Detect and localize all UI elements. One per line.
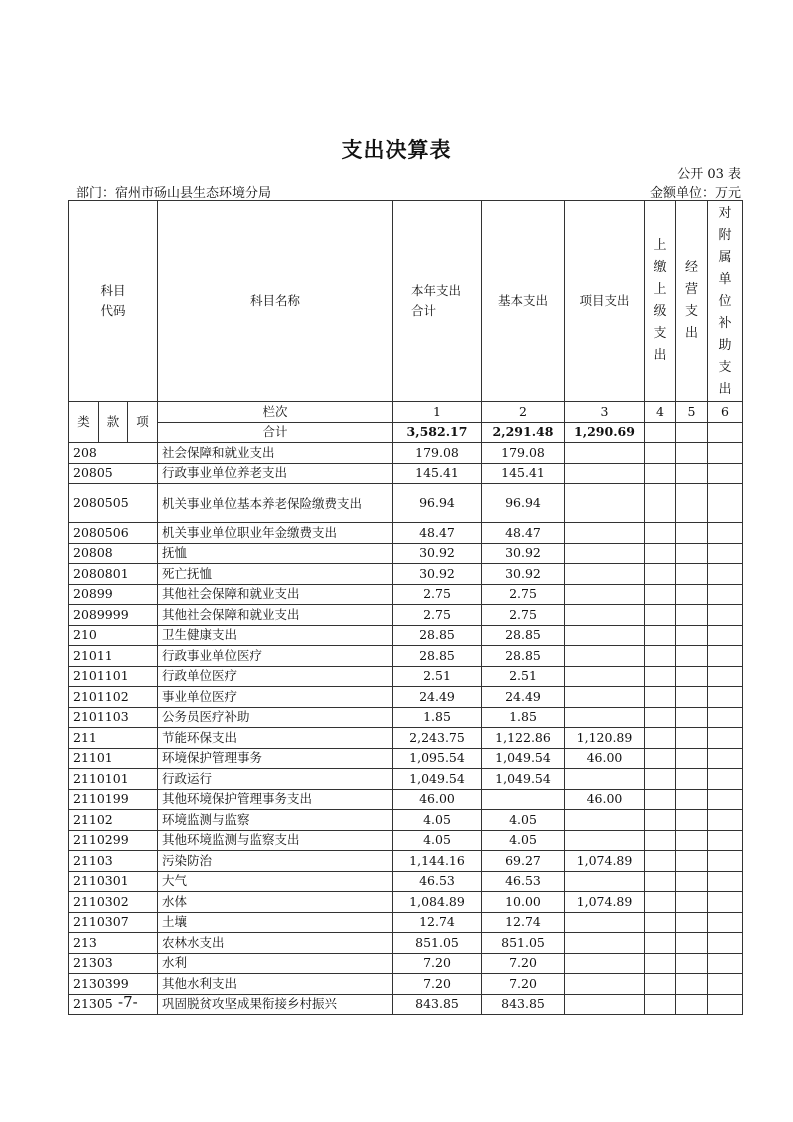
table-row	[69, 625, 743, 646]
row-code: 2130399	[69, 974, 158, 995]
row-name: 其他环境监测与监察支出	[158, 830, 393, 851]
row-total: 1,049.54	[393, 769, 482, 790]
row-operating	[676, 892, 708, 913]
column-index-row	[69, 402, 743, 423]
row-basic: 1,122.86	[482, 728, 565, 749]
row-project	[565, 994, 645, 1015]
row-project	[565, 646, 645, 667]
col-index-6: 6	[708, 402, 743, 423]
table-row	[69, 974, 743, 995]
row-basic: 69.27	[482, 851, 565, 872]
row-total: 2.51	[393, 666, 482, 687]
row-project	[565, 810, 645, 831]
row-name: 抚恤	[158, 543, 393, 564]
row-project	[565, 707, 645, 728]
row-code: 20808	[69, 543, 158, 564]
row-name: 节能环保支出	[158, 728, 393, 749]
page-number: -7-	[118, 993, 138, 1011]
row-code: 21305	[69, 994, 158, 1015]
row-total: 12.74	[393, 912, 482, 933]
col-index-1: 1	[393, 402, 482, 423]
row-upper	[645, 484, 676, 523]
row-total: 179.08	[393, 443, 482, 464]
row-code: 2101102	[69, 687, 158, 708]
row-basic: 24.49	[482, 687, 565, 708]
row-project	[565, 564, 645, 585]
row-upper	[645, 974, 676, 995]
row-upper	[645, 584, 676, 605]
row-code: 2110302	[69, 892, 158, 913]
row-upper	[645, 605, 676, 626]
row-name: 水利	[158, 953, 393, 974]
row-project	[565, 443, 645, 464]
row-basic: 48.47	[482, 523, 565, 544]
row-subsidy	[708, 933, 743, 954]
row-total: 1,144.16	[393, 851, 482, 872]
row-subsidy	[708, 543, 743, 564]
row-total: 46.53	[393, 871, 482, 892]
row-project	[565, 666, 645, 687]
header-code-label: 科目代码	[100, 283, 126, 318]
row-total: 851.05	[393, 933, 482, 954]
col-index-3: 3	[565, 402, 645, 423]
row-code: 2110307	[69, 912, 158, 933]
row-upper	[645, 543, 676, 564]
row-subsidy	[708, 953, 743, 974]
form-number: 公开 03 表	[677, 167, 741, 182]
row-project	[565, 625, 645, 646]
row-upper	[645, 625, 676, 646]
row-total: 28.85	[393, 625, 482, 646]
row-basic: 2.75	[482, 605, 565, 626]
row-operating	[676, 974, 708, 995]
table-header-row	[69, 201, 743, 402]
table-row	[69, 605, 743, 626]
row-subsidy	[708, 666, 743, 687]
row-basic: 7.20	[482, 953, 565, 974]
row-operating	[676, 933, 708, 954]
row-total: 24.49	[393, 687, 482, 708]
row-code: 21101	[69, 748, 158, 769]
row-operating	[676, 605, 708, 626]
row-total: 145.41	[393, 463, 482, 484]
total-label: 合计	[158, 422, 393, 443]
row-project	[565, 830, 645, 851]
row-subsidy	[708, 892, 743, 913]
row-basic: 851.05	[482, 933, 565, 954]
row-project	[565, 543, 645, 564]
row-name: 死亡抚恤	[158, 564, 393, 585]
table-row	[69, 892, 743, 913]
row-code: 21011	[69, 646, 158, 667]
table-row	[69, 543, 743, 564]
row-operating	[676, 728, 708, 749]
row-total: 46.00	[393, 789, 482, 810]
amount-unit-label: 金额单位：万元	[649, 186, 741, 201]
row-upper	[645, 892, 676, 913]
row-operating	[676, 443, 708, 464]
row-project: 1,074.89	[565, 851, 645, 872]
table-row	[69, 463, 743, 484]
row-upper	[645, 994, 676, 1015]
row-basic: 7.20	[482, 974, 565, 995]
row-basic: 4.05	[482, 810, 565, 831]
row-project	[565, 933, 645, 954]
row-basic: 28.85	[482, 646, 565, 667]
row-code: 2080505	[69, 484, 158, 523]
row-operating	[676, 687, 708, 708]
row-code: 21103	[69, 851, 158, 872]
row-code: 211	[69, 728, 158, 749]
table-row	[69, 871, 743, 892]
table-row	[69, 933, 743, 954]
row-project	[565, 871, 645, 892]
row-total: 2,243.75	[393, 728, 482, 749]
row-name: 其他社会保障和就业支出	[158, 605, 393, 626]
table-row	[69, 564, 743, 585]
row-total: 1,084.89	[393, 892, 482, 913]
row-name: 其他环境保护管理事务支出	[158, 789, 393, 810]
row-subsidy	[708, 463, 743, 484]
row-name: 卫生健康支出	[158, 625, 393, 646]
row-name: 大气	[158, 871, 393, 892]
row-code: 2110299	[69, 830, 158, 851]
header-xiang: 项	[128, 402, 158, 443]
row-code: 2101101	[69, 666, 158, 687]
row-name: 农林水支出	[158, 933, 393, 954]
row-operating	[676, 523, 708, 544]
row-subsidy	[708, 728, 743, 749]
row-upper	[645, 523, 676, 544]
row-total: 28.85	[393, 646, 482, 667]
row-basic: 1,049.54	[482, 748, 565, 769]
row-total: 4.05	[393, 810, 482, 831]
row-subsidy	[708, 707, 743, 728]
col-index-4: 4	[645, 402, 676, 423]
row-name: 行政运行	[158, 769, 393, 790]
row-name: 巩固脱贫攻坚成果衔接乡村振兴	[158, 994, 393, 1015]
row-code: 2101103	[69, 707, 158, 728]
row-name: 机关事业单位职业年金缴费支出	[158, 523, 393, 544]
row-operating	[676, 543, 708, 564]
header-basic: 基本支出	[482, 201, 565, 402]
row-subsidy	[708, 605, 743, 626]
row-subsidy	[708, 810, 743, 831]
table-row	[69, 728, 743, 749]
total-project: 1,290.69	[565, 422, 645, 443]
row-upper	[645, 707, 676, 728]
row-upper	[645, 443, 676, 464]
row-project	[565, 974, 645, 995]
row-upper	[645, 871, 676, 892]
row-operating	[676, 830, 708, 851]
row-total: 7.20	[393, 953, 482, 974]
table-row	[69, 769, 743, 790]
total-basic: 2,291.48	[482, 422, 565, 443]
row-code: 208	[69, 443, 158, 464]
row-project: 1,120.89	[565, 728, 645, 749]
header-upper-label: 上缴上级支出	[653, 238, 667, 363]
table-row	[69, 851, 743, 872]
header-total-label: 本年支出合计	[411, 283, 462, 318]
row-upper	[645, 728, 676, 749]
row-basic: 28.85	[482, 625, 565, 646]
table-row	[69, 666, 743, 687]
table-row	[69, 687, 743, 708]
row-basic: 1.85	[482, 707, 565, 728]
row-basic: 145.41	[482, 463, 565, 484]
row-project	[565, 523, 645, 544]
header-code	[69, 201, 158, 402]
row-name: 环境监测与监察	[158, 810, 393, 831]
row-subsidy	[708, 523, 743, 544]
row-name: 机关事业单位基本养老保险缴费支出	[158, 484, 393, 523]
row-code: 2080801	[69, 564, 158, 585]
row-operating	[676, 851, 708, 872]
row-upper	[645, 564, 676, 585]
row-code: 21303	[69, 953, 158, 974]
header-upper	[645, 201, 676, 402]
row-basic: 10.00	[482, 892, 565, 913]
row-name: 公务员医疗补助	[158, 707, 393, 728]
row-operating	[676, 871, 708, 892]
row-name: 其他水利支出	[158, 974, 393, 995]
row-total: 2.75	[393, 584, 482, 605]
row-operating	[676, 953, 708, 974]
col-index-5: 5	[676, 402, 708, 423]
row-upper	[645, 687, 676, 708]
row-upper	[645, 830, 676, 851]
row-code: 21102	[69, 810, 158, 831]
table-row	[69, 912, 743, 933]
table-row	[69, 584, 743, 605]
row-project	[565, 912, 645, 933]
row-code: 210	[69, 625, 158, 646]
table-row	[69, 994, 743, 1015]
row-upper	[645, 789, 676, 810]
row-code: 2089999	[69, 605, 158, 626]
expenditure-table	[68, 200, 743, 1015]
row-code: 20899	[69, 584, 158, 605]
row-basic: 843.85	[482, 994, 565, 1015]
row-upper	[645, 748, 676, 769]
row-project	[565, 584, 645, 605]
row-project: 46.00	[565, 748, 645, 769]
total-operating	[676, 422, 708, 443]
row-total: 7.20	[393, 974, 482, 995]
header-name: 科目名称	[158, 201, 393, 402]
row-subsidy	[708, 974, 743, 995]
row-subsidy	[708, 912, 743, 933]
row-code: 2110101	[69, 769, 158, 790]
table-row	[69, 523, 743, 544]
row-upper	[645, 953, 676, 974]
row-subsidy	[708, 769, 743, 790]
row-operating	[676, 666, 708, 687]
header-operating	[676, 201, 708, 402]
header-lei: 类	[69, 402, 99, 443]
row-upper	[645, 933, 676, 954]
row-total: 843.85	[393, 994, 482, 1015]
row-total: 48.47	[393, 523, 482, 544]
row-project: 46.00	[565, 789, 645, 810]
row-code: 2110199	[69, 789, 158, 810]
row-subsidy	[708, 748, 743, 769]
row-code: 213	[69, 933, 158, 954]
row-operating	[676, 994, 708, 1015]
row-basic: 12.74	[482, 912, 565, 933]
header-total	[393, 201, 482, 402]
table-row	[69, 810, 743, 831]
row-operating	[676, 625, 708, 646]
row-upper	[645, 769, 676, 790]
row-code: 2110301	[69, 871, 158, 892]
row-name: 水体	[158, 892, 393, 913]
department-label: 部门：宿州市砀山县生态环境分局	[76, 186, 272, 201]
row-name: 行政单位医疗	[158, 666, 393, 687]
row-operating	[676, 646, 708, 667]
row-name: 事业单位医疗	[158, 687, 393, 708]
row-project	[565, 953, 645, 974]
row-subsidy	[708, 851, 743, 872]
page-title: 支出决算表	[341, 138, 452, 162]
table-row	[69, 789, 743, 810]
row-basic: 179.08	[482, 443, 565, 464]
row-total: 30.92	[393, 564, 482, 585]
row-basic: 4.05	[482, 830, 565, 851]
row-name: 社会保障和就业支出	[158, 443, 393, 464]
row-operating	[676, 789, 708, 810]
row-basic: 2.75	[482, 584, 565, 605]
row-operating	[676, 584, 708, 605]
row-basic: 96.94	[482, 484, 565, 523]
table-row	[69, 830, 743, 851]
row-total: 1,095.54	[393, 748, 482, 769]
row-subsidy	[708, 584, 743, 605]
row-name: 污染防治	[158, 851, 393, 872]
row-subsidy	[708, 564, 743, 585]
total-amount: 3,582.17	[393, 422, 482, 443]
row-basic: 1,049.54	[482, 769, 565, 790]
row-name: 环境保护管理事务	[158, 748, 393, 769]
table-row	[69, 484, 743, 523]
row-project	[565, 605, 645, 626]
row-subsidy	[708, 484, 743, 523]
row-operating	[676, 707, 708, 728]
row-subsidy	[708, 646, 743, 667]
row-name: 行政事业单位医疗	[158, 646, 393, 667]
row-upper	[645, 666, 676, 687]
row-basic: 46.53	[482, 871, 565, 892]
row-code: 20805	[69, 463, 158, 484]
row-project	[565, 463, 645, 484]
table-row	[69, 953, 743, 974]
row-basic: 2.51	[482, 666, 565, 687]
row-operating	[676, 463, 708, 484]
row-project	[565, 687, 645, 708]
total-upper	[645, 422, 676, 443]
row-operating	[676, 912, 708, 933]
row-project	[565, 769, 645, 790]
row-operating	[676, 484, 708, 523]
row-subsidy	[708, 994, 743, 1015]
col-index-2: 2	[482, 402, 565, 423]
row-total: 30.92	[393, 543, 482, 564]
header-subsidy	[708, 201, 743, 402]
row-upper	[645, 851, 676, 872]
row-subsidy	[708, 625, 743, 646]
table-row	[69, 707, 743, 728]
table-row	[69, 443, 743, 464]
total-subsidy	[708, 422, 743, 443]
row-basic	[482, 789, 565, 810]
row-subsidy	[708, 687, 743, 708]
row-basic: 30.92	[482, 543, 565, 564]
row-subsidy	[708, 871, 743, 892]
table-row	[69, 646, 743, 667]
row-basic: 30.92	[482, 564, 565, 585]
row-total: 2.75	[393, 605, 482, 626]
row-name: 土壤	[158, 912, 393, 933]
row-subsidy	[708, 443, 743, 464]
row-upper	[645, 463, 676, 484]
row-code: 2080506	[69, 523, 158, 544]
table-row	[69, 748, 743, 769]
row-name: 其他社会保障和就业支出	[158, 584, 393, 605]
row-name: 行政事业单位养老支出	[158, 463, 393, 484]
total-row	[69, 422, 743, 443]
row-total: 96.94	[393, 484, 482, 523]
row-upper	[645, 912, 676, 933]
row-subsidy	[708, 789, 743, 810]
header-project: 项目支出	[565, 201, 645, 402]
row-operating	[676, 769, 708, 790]
header-operating-label: 经营支出	[684, 260, 698, 341]
row-subsidy	[708, 830, 743, 851]
row-project	[565, 484, 645, 523]
row-upper	[645, 646, 676, 667]
row-project: 1,074.89	[565, 892, 645, 913]
header-kuan: 款	[99, 402, 128, 443]
row-operating	[676, 748, 708, 769]
header-lanci: 栏次	[158, 402, 393, 423]
row-operating	[676, 564, 708, 585]
row-total: 4.05	[393, 830, 482, 851]
header-subsidy-label: 对附属单位补助支出	[718, 206, 732, 397]
row-total: 1.85	[393, 707, 482, 728]
row-operating	[676, 810, 708, 831]
row-upper	[645, 810, 676, 831]
